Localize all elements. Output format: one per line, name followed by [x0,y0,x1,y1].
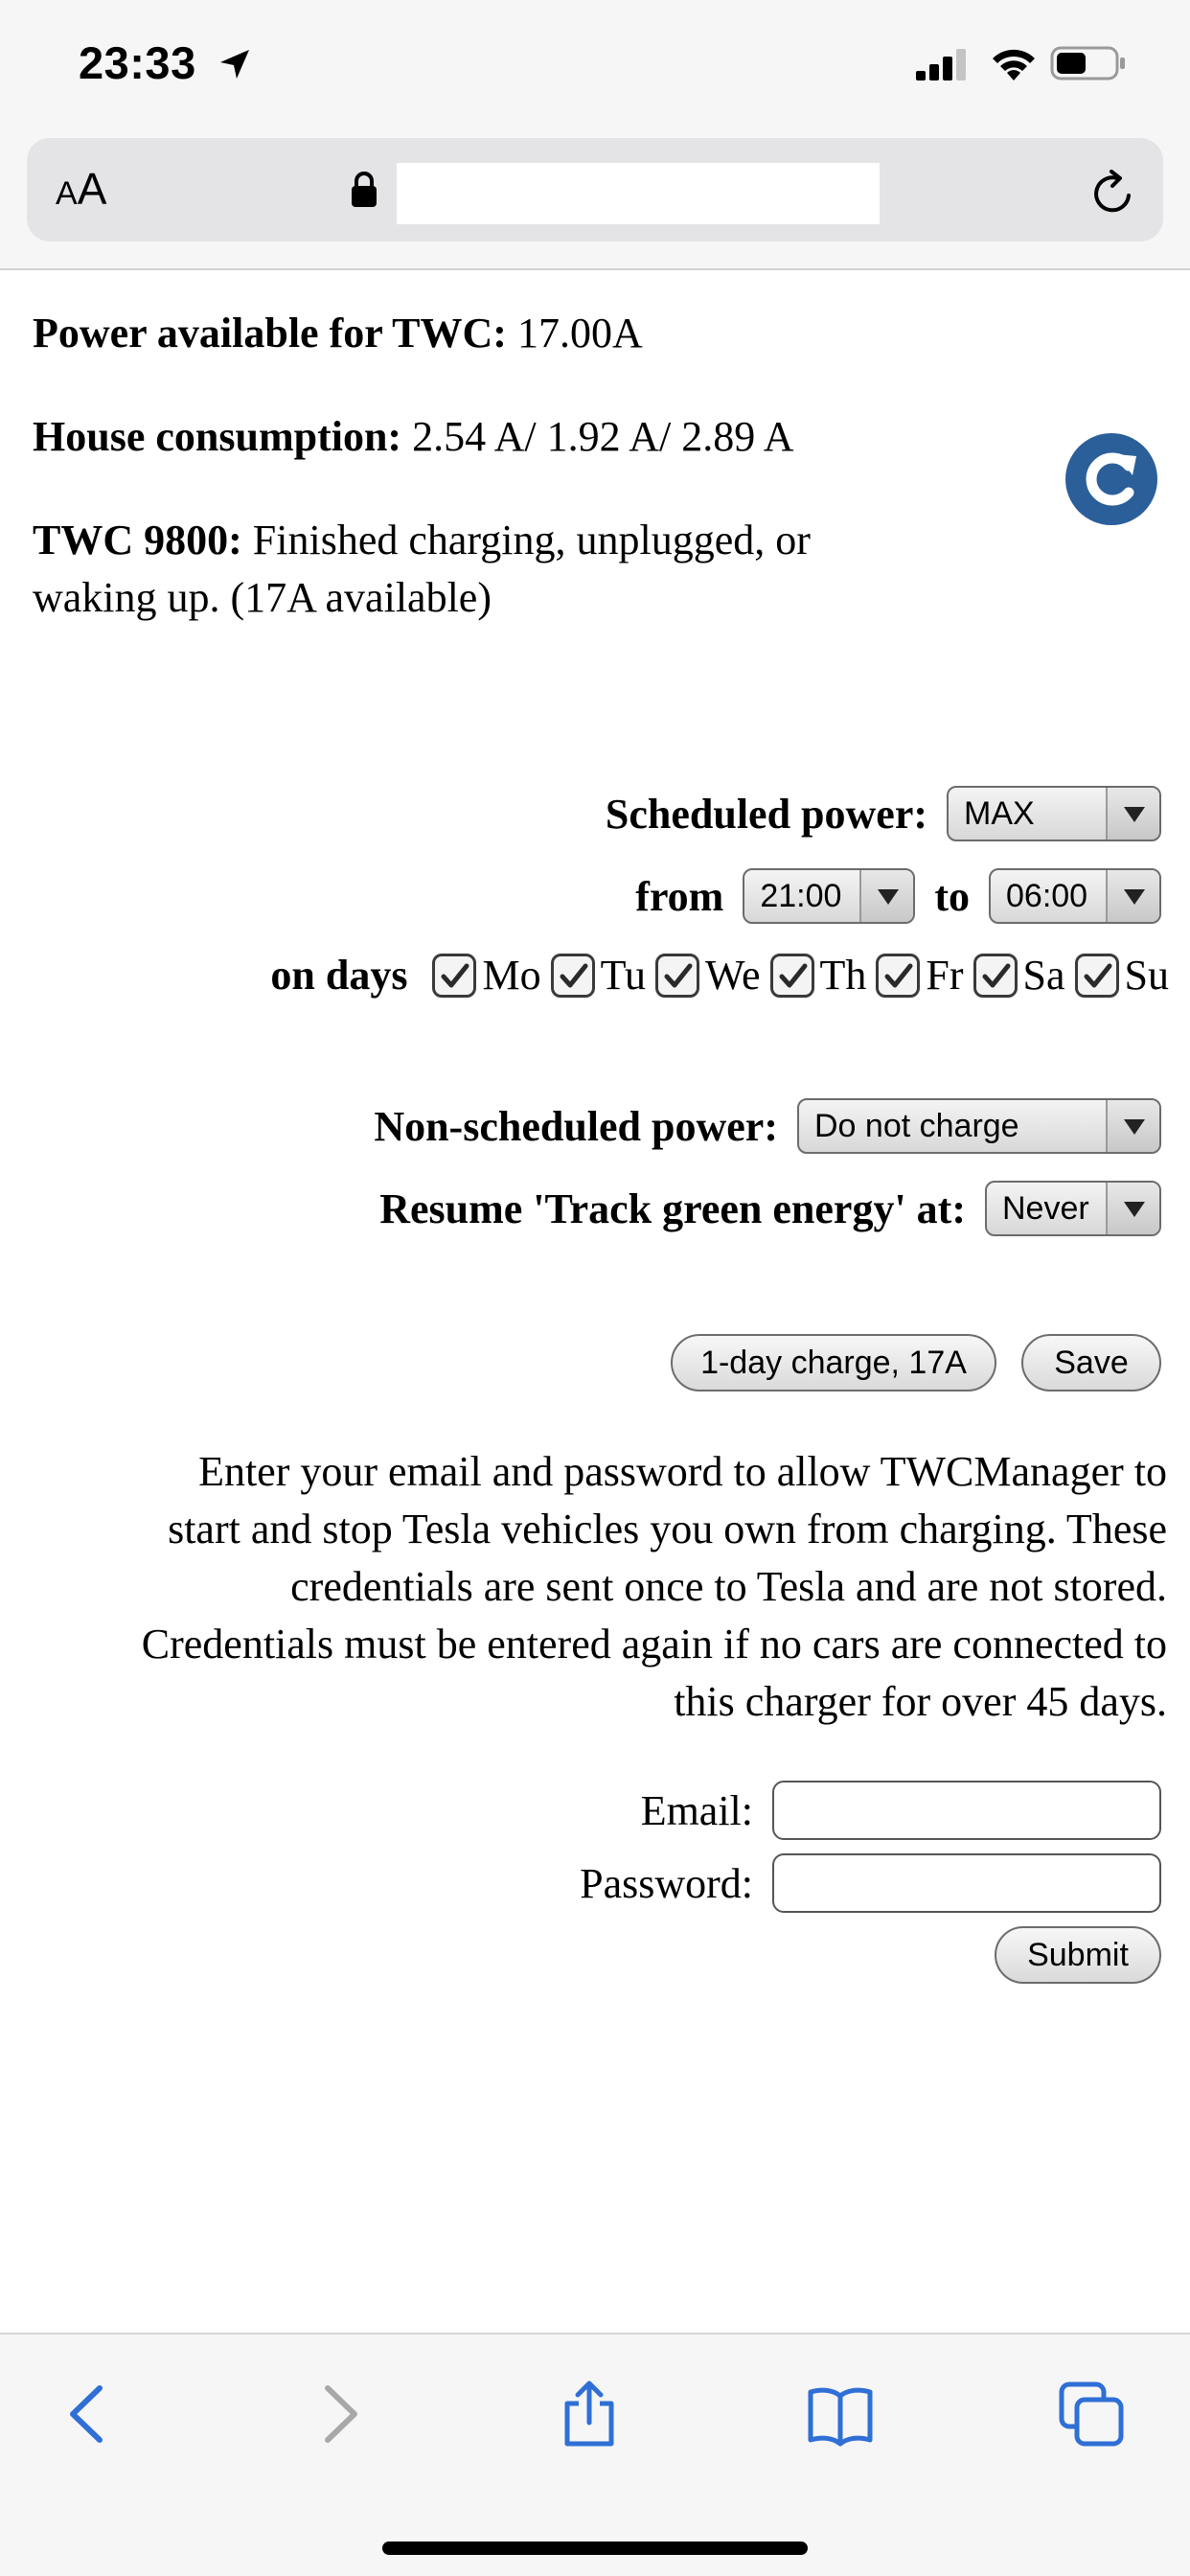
checkmark-icon [882,960,915,993]
power-available-line [33,305,643,362]
scheduled-power-value: MAX [964,795,1035,832]
credentials-info-line: this charger for over 45 days. [674,1678,1167,1725]
resume-green-energy-label: Resume 'Track green energy' at: [379,1184,966,1232]
resume-green-energy-row [379,1181,1161,1236]
day-label-th: Th [819,952,867,999]
to-label: to [934,872,970,920]
scheduled-power-row [606,786,1161,841]
chevron-down-icon [859,870,913,922]
share-icon[interactable] [556,2380,623,2448]
credentials-info [17,1443,1167,1731]
reload-icon[interactable] [1088,169,1138,218]
to-time-select[interactable] [989,868,1161,924]
submit-row [995,1926,1161,1984]
checkbox-we[interactable] [655,954,699,998]
day-tu[interactable] [551,951,646,1000]
credentials-info-line: credentials are sent once to Tesla and are not stored. [290,1563,1167,1610]
url-text-field[interactable] [397,163,880,224]
email-row [641,1781,1161,1840]
page-content [0,272,1190,2333]
refresh-button[interactable] [1065,433,1157,525]
from-label: from [635,872,724,920]
refresh-icon [1065,433,1157,525]
non-scheduled-power-row [374,1098,1161,1154]
chevron-down-icon [1106,1183,1159,1234]
location-arrow-icon [217,46,253,82]
checkmark-icon [1082,960,1114,993]
bookmarks-icon[interactable] [807,2380,874,2448]
cellular-signal-icon [914,46,972,82]
day-label-sa: Sa [1022,952,1065,999]
power-available-value: 17.00A [516,310,643,356]
text-size-button[interactable]: AA [56,164,107,214]
power-available-label: Power available for TWC: [33,310,507,356]
resume-green-energy-select[interactable] [985,1181,1161,1236]
save-button[interactable]: Save [1021,1334,1161,1392]
non-scheduled-power-select[interactable] [797,1098,1161,1154]
chevron-down-icon [1106,1100,1159,1152]
day-label-fr: Fr [926,952,964,999]
day-label-we: We [704,952,761,999]
twc-label: TWC 9800: [33,517,242,564]
day-label-su: Su [1124,952,1169,999]
checkbox-fr[interactable] [876,954,920,998]
day-sa[interactable] [973,951,1065,1000]
browser-toolbar [0,2333,1190,2576]
house-consumption-value: 2.54 A/ 1.92 A/ 2.89 A [412,413,794,460]
twc-status-value-1: Finished charging, unplugged, or [252,517,811,564]
checkbox-th[interactable] [770,954,814,998]
scheduled-power-label: Scheduled power: [605,790,927,838]
password-field[interactable] [772,1853,1161,1913]
house-consumption-line [33,408,794,466]
chevron-down-icon [1106,870,1159,922]
lock-icon [349,171,379,209]
status-time: 23:33 [79,37,196,88]
credentials-info-line: Enter your email and password to allow TWCManager to [198,1448,1167,1495]
day-su[interactable] [1075,951,1169,1000]
checkbox-sa[interactable] [973,954,1018,998]
from-time-value: 21:00 [760,878,842,914]
browser-address-area [0,134,1190,270]
twc-status-value-2: waking up. (17A available) [33,574,492,621]
address-bar[interactable] [27,138,1163,242]
forward-icon[interactable] [305,2380,372,2448]
non-scheduled-power-label: Non-scheduled power: [374,1102,778,1150]
day-label-mo: Mo [482,952,541,999]
twc-status-line [33,512,811,569]
credentials-info-line: Credentials must be entered again if no cars are connected to [141,1621,1167,1668]
chevron-down-icon [1106,788,1159,840]
from-time-select[interactable] [743,868,915,924]
on-days-label: on days [270,952,408,999]
back-icon[interactable] [56,2380,123,2448]
day-mo[interactable] [432,951,540,1000]
checkbox-mo[interactable] [432,954,476,998]
checkmark-icon [439,960,471,993]
password-label: Password: [580,1859,753,1907]
checkbox-su[interactable] [1075,954,1119,998]
email-label: Email: [640,1786,753,1834]
checkmark-icon [777,960,810,993]
email-field[interactable] [772,1781,1161,1840]
day-fr[interactable] [876,951,963,1000]
house-consumption-label: House consumption: [33,413,402,460]
non-scheduled-power-value: Do not charge [814,1108,1019,1144]
day-we[interactable] [655,951,761,1000]
checkmark-icon [558,960,590,993]
tabs-icon[interactable] [1058,2380,1125,2448]
one-day-charge-button[interactable]: 1-day charge, 17A [671,1334,996,1392]
action-buttons-row [671,1334,1161,1392]
checkmark-icon [980,960,1013,993]
password-row [580,1853,1161,1913]
scheduled-power-select[interactable] [947,786,1161,841]
schedule-days-row [270,951,1169,1000]
to-time-value: 06:00 [1006,878,1088,914]
submit-button[interactable]: Submit [995,1926,1161,1984]
twc-status-line-2 [33,569,492,627]
checkbox-tu[interactable] [551,954,595,998]
schedule-time-row [635,868,1161,924]
status-bar [0,0,1190,134]
battery-icon [1050,45,1127,81]
wifi-icon [987,42,1041,82]
checkmark-icon [662,960,695,993]
day-label-tu: Tu [600,952,646,999]
home-indicator[interactable] [382,2542,808,2555]
credentials-info-line: start and stop Tesla vehicles you own from charging. These [168,1506,1167,1552]
day-th[interactable] [770,951,867,1000]
resume-green-energy-value: Never [1002,1190,1089,1227]
